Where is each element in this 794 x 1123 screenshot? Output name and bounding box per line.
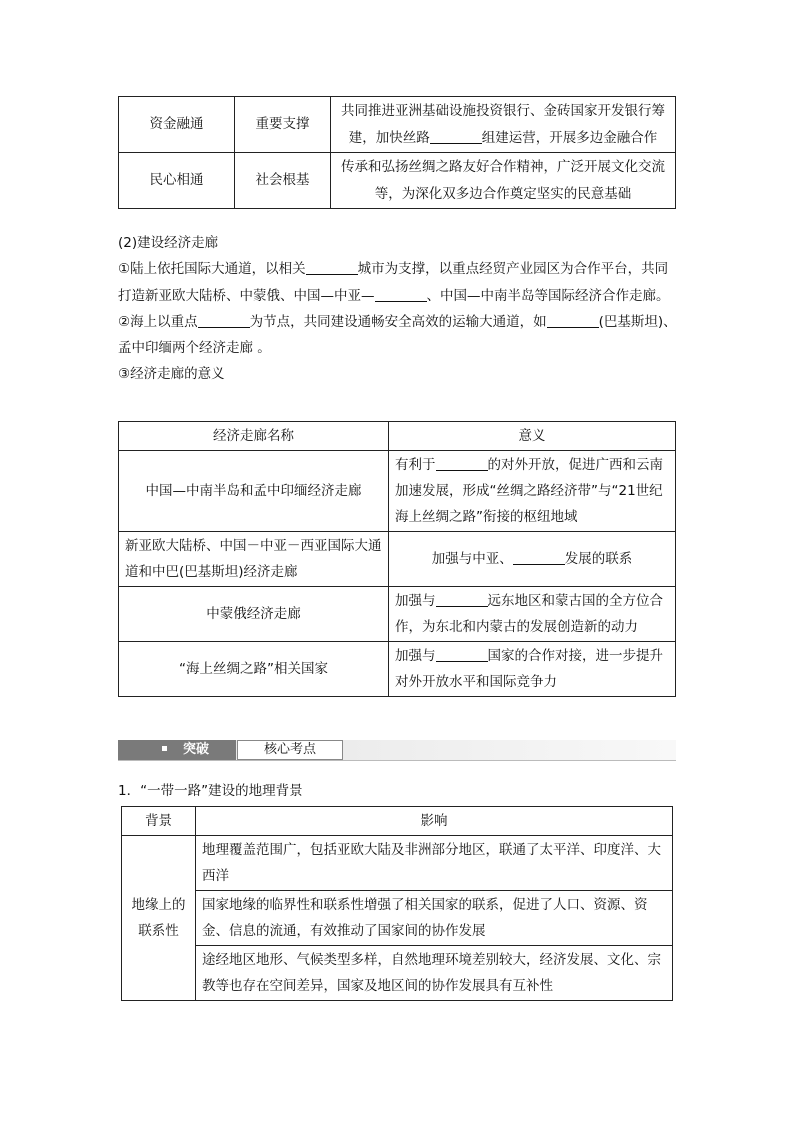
corridor-significance: 加强与中亚、 发展的联系	[389, 532, 676, 587]
fill-blank	[198, 313, 250, 328]
corridor-name: 中蒙俄经济走廊	[119, 587, 389, 642]
table-row	[119, 451, 676, 532]
impact-cell: 国家地缘的临界性和联系性增强了相关国家的联系，促进了人口、资源、资金、信息的流通，有效推动了国家间的协作发展	[196, 891, 673, 946]
section-heading: (2)建设经济走廊	[118, 235, 219, 251]
row-role: 重要支撑	[235, 97, 331, 153]
section-heading-background: 1．“一带一路”建设的地理背景	[118, 783, 303, 799]
corridor-significance: 加强与 远东地区和蒙古国的全方位合作，为东北和内蒙古的发展创造新的动力	[389, 587, 676, 642]
table-row	[119, 532, 676, 587]
impact-cell: 途经地区地形、气候类型多样，自然地理环境差别较大，经济发展、文化、宗教等也存在空间差异，国家及地区间的协作发展具有互补性	[196, 946, 673, 1001]
table-row	[119, 587, 676, 642]
column-header: 意义	[389, 422, 676, 451]
fill-blank	[436, 647, 488, 662]
square-bullet-icon	[162, 746, 167, 751]
paragraph-sea: ②海上以重点 为节点，共同建设通畅安全高效的运输大通道，如 (巴基斯坦)、孟中印缅两个经济走廊 。	[118, 313, 677, 357]
corridor-name: 中国—中南半岛和孟中印缅经济走廊	[119, 451, 389, 532]
table-header-row	[122, 807, 673, 836]
row-name: 民心相通	[119, 153, 235, 209]
column-header: 经济走廊名称	[119, 422, 389, 451]
fill-blank	[547, 313, 599, 328]
band-tag-core-points: 核心考点	[237, 740, 343, 760]
paragraph-significance: ③经济走廊的意义	[118, 366, 225, 383]
table-row	[122, 891, 673, 946]
paragraph-land: ①陆上依托国际大通道，以相关 城市为支撑，以重点经贸产业园区为合作平台，共同打造新亚欧大陆桥、中蒙俄、中国—中亚— 、中国—中南半岛等国际经济合作走廊。	[118, 261, 670, 304]
row-desc: 传承和弘扬丝绸之路友好合作精神，广泛开展文化交流等，为深化双多边合作奠定坚实的民意基础	[331, 153, 676, 209]
corridor-name: “海上丝绸之路”相关国家	[119, 642, 389, 697]
table-row	[119, 97, 676, 153]
fill-blank	[436, 456, 488, 471]
background-table	[121, 806, 673, 1001]
row-role: 社会根基	[235, 153, 331, 209]
fill-blank	[375, 287, 427, 302]
fill-blank	[436, 592, 488, 607]
economic-corridor-section	[118, 230, 680, 388]
category-cell: 地缘上的联系性	[122, 836, 196, 1001]
fill-blank	[513, 550, 565, 565]
table-row	[119, 642, 676, 697]
corridor-name: 新亚欧大陆桥、中国－中亚－西亚国际大通道和中巴(巴基斯坦)经济走廊	[119, 532, 389, 587]
table-header-row	[119, 422, 676, 451]
row-name: 资金融通	[119, 97, 235, 153]
row-desc: 共同推进亚洲基础设施投资银行、金砖国家开发银行筹建，加快丝路 组建运营，开展多边金融合作	[331, 97, 676, 153]
corridor-significance-table	[118, 421, 676, 697]
column-header: 背景	[122, 807, 196, 836]
section-band	[118, 740, 676, 760]
impact-cell: 地理覆盖范围广，包括亚欧大陆及非洲部分地区，联通了太平洋、印度洋、大西洋	[196, 836, 673, 891]
table-row	[122, 836, 673, 891]
band-tag-breakthrough: 突破	[118, 740, 236, 760]
corridor-significance: 加强与 国家的合作对接，进一步提升对外开放水平和国际竞争力	[389, 642, 676, 697]
table-row	[119, 153, 676, 209]
finance-people-table	[118, 96, 676, 209]
table-row	[122, 946, 673, 1001]
fill-blank	[306, 260, 358, 275]
corridor-significance: 有利于 的对外开放，促进广西和云南加速发展，形成“丝绸之路经济带”与“21世纪海上丝绸之路”衔接的枢纽地域	[389, 451, 676, 532]
fill-blank	[430, 129, 482, 144]
column-header: 影响	[196, 807, 673, 836]
